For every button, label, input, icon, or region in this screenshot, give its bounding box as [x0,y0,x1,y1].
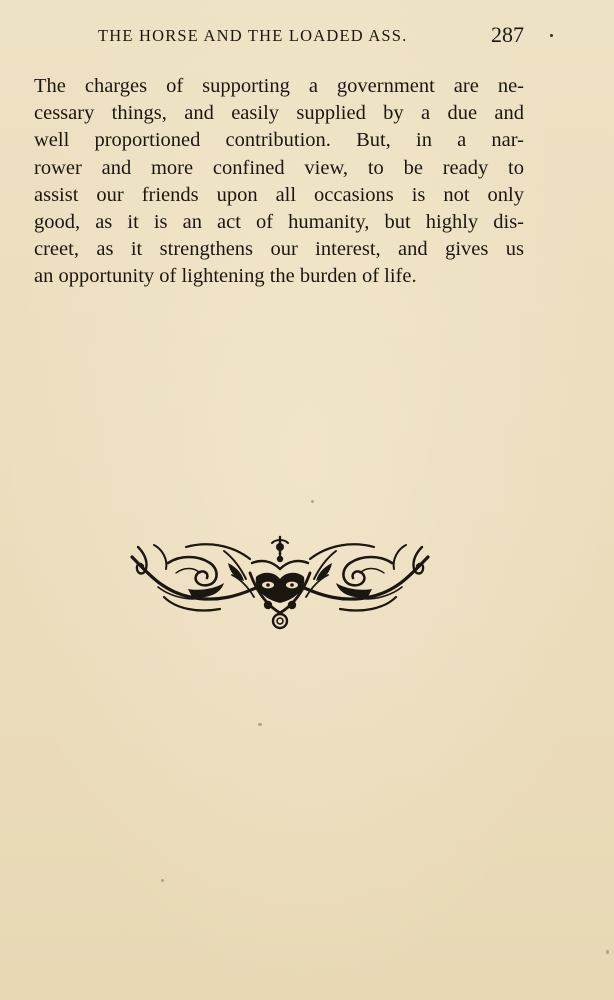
text-line: The charges of supporting a government are ne- [34,75,524,97]
text-line: an opportunity of lightening the burden of life. [34,265,417,288]
running-head [98,22,528,50]
text-line: creet, as it strengthens our interest, and gives us [34,238,524,261]
paper-speck [311,500,314,503]
text-line: cessary things, and easily supplied by a due and [34,102,524,125]
text-line: good, as it is an act of humanity, but highly dis- [34,211,524,234]
paper-speck [258,723,262,726]
text-line: rower and more confined view, to be ready to [34,156,524,179]
margin-dot [550,34,553,37]
paper-speck [606,950,609,954]
text-line: well proportioned contribution. But, in a nar- [34,129,524,152]
tailpiece-ornament-icon [128,533,432,633]
text-line: assist our friends upon all occasions is not only [34,183,524,206]
paper-speck [161,879,164,882]
body-paragraph [34,73,524,291]
running-title: THE HORSE AND THE LOADED ASS. [98,26,408,45]
page-number: 287 [491,22,524,47]
